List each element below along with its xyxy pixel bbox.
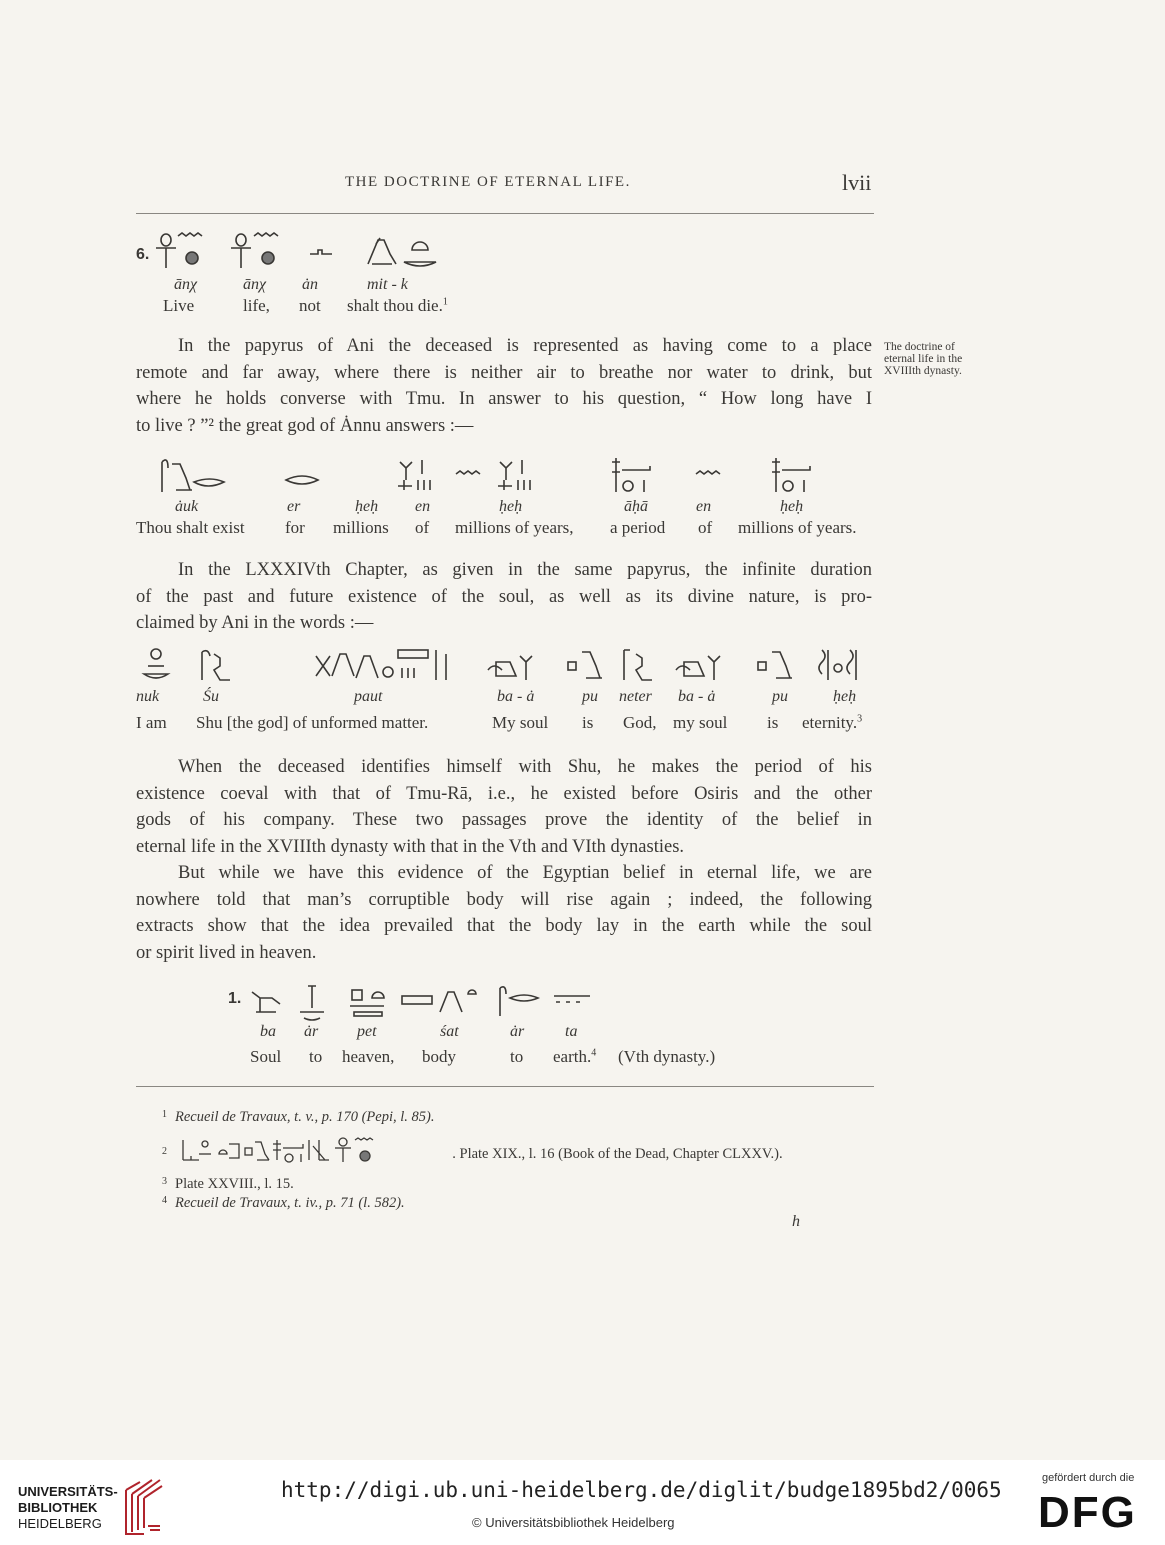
signature-mark: h (792, 1213, 800, 1230)
translit: Śu (203, 688, 219, 705)
gloss: is (767, 713, 779, 732)
gloss: of (415, 518, 430, 537)
translit: paut (354, 688, 383, 705)
gloss: to (309, 1047, 323, 1066)
gloss: Thou shalt exist (136, 518, 245, 537)
translit: āḥā (624, 498, 648, 515)
text-line: extracts show that the idea prevailed that the body lay in the earth while the soul (136, 916, 872, 936)
marginal-note: The doctrine of eternal life in the XVIIIth dynasty. (884, 341, 963, 377)
translit: nuk (136, 688, 160, 705)
paragraph (136, 333, 872, 439)
gloss: eternity.$^3$ (802, 713, 863, 732)
paragraph (136, 557, 872, 637)
text-line: When the deceased identifies himself with Shu, he makes the period of his (178, 757, 872, 777)
translit: neter (619, 688, 652, 705)
gloss: millions (333, 518, 389, 537)
text-line: gods of his company. These two passages prove the identity of the belief in (136, 810, 872, 830)
translit: ḥeḥ (833, 688, 857, 705)
gloss: I am (136, 713, 167, 732)
translit: ȧuk (175, 498, 199, 515)
translit: ȧr (304, 1023, 319, 1040)
gloss: body (422, 1047, 456, 1066)
hieroglyph-line-1 (244, 982, 604, 1022)
gloss: millions of years. (738, 518, 857, 537)
gloss: millions of years, (455, 518, 574, 537)
text-line: nowhere told that man’s corruptible body will rise again ; indeed, the following (136, 889, 872, 910)
translit: pet (357, 1023, 377, 1040)
dfg-logo[interactable]: DFG (1038, 1488, 1137, 1537)
gloss: is (582, 713, 594, 732)
library-logo-text[interactable]: UNIVERSITÄTS- BIBLIOTHEK HEIDELBERG (18, 1484, 118, 1531)
text-line: In the papyrus of Ani the deceased is represented as having come to a place (178, 336, 872, 356)
gloss: a period (610, 518, 666, 537)
text-line: to live ? ”² the great god of Ȧnnu answers :— (136, 415, 474, 436)
footnote: $^2$ . Plate XIX., l. 16 (Book of the Dead, Chapter CLXXV.). (162, 1136, 783, 1164)
text-line: In the LXXXIVth Chapter, as given in the same papyrus, the infinite duration (178, 560, 872, 580)
example-number: 1. (228, 990, 242, 1007)
library-logo-icon (120, 1470, 166, 1536)
gloss: My soul (492, 713, 549, 732)
translit: ḥeḥ (499, 498, 523, 515)
hieroglyph-line-6 (150, 228, 450, 272)
copyright-notice: © Universitätsbibliothek Heidelberg (472, 1515, 675, 1530)
translit: en (415, 498, 431, 515)
hieroglyph-line-heh (156, 452, 856, 498)
gloss: Live (163, 296, 195, 315)
funder-caption: gefördert durch die (1042, 1472, 1135, 1484)
text-line: remote and far away, where there is neither air to breathe nor water to drink, but (136, 362, 872, 383)
gloss: Soul (250, 1047, 282, 1066)
page-number: lvii (842, 170, 872, 195)
text-line: eternal life in the XVIIIth dynasty with that in the Vth and VIth dynasties. (136, 836, 685, 857)
translit: en (696, 498, 712, 515)
text-line: But while we have this evidence of the Egyptian belief in eternal life, we are (178, 863, 872, 883)
footnote: $^1$ Recueil de Travaux, t. v., p. 170 (Pepi, l. 85). (162, 1109, 435, 1125)
gloss: to (510, 1047, 524, 1066)
translit: ȧr (510, 1023, 525, 1040)
gloss: God, (623, 713, 657, 732)
translit: ba (260, 1023, 276, 1040)
hieroglyph-footnote (179, 1136, 449, 1164)
gloss: not (299, 296, 321, 315)
translit: mit - k (367, 276, 408, 293)
gloss: shalt thou die.$^1$ (347, 296, 448, 315)
example-number: 6. (136, 246, 150, 263)
viewer-footer (0, 1460, 1165, 1545)
paragraph (136, 754, 872, 860)
gloss: of (698, 518, 713, 537)
translit: ba - ȧ (678, 688, 716, 705)
gloss: my soul (673, 713, 728, 732)
translit: ta (565, 1023, 578, 1040)
translit: ba - ȧ (497, 688, 535, 705)
translit: ḥeḥ (780, 498, 804, 515)
permalink-url[interactable]: http://digi.ub.uni-heidelberg.de/diglit/budge1895bd2/0065 (281, 1478, 1002, 1502)
gloss: for (285, 518, 305, 537)
translit: ȧn (302, 276, 318, 293)
text-line: of the past and future existence of the soul, as well as its divine nature, is pro- (136, 586, 872, 607)
translit: śat (440, 1023, 459, 1040)
translit: pu (772, 688, 788, 705)
text-line: existence coeval with that of Tmu-Rā, i.e., he existed before Osiris and the other (136, 783, 872, 804)
hieroglyph-line-shu (136, 642, 876, 686)
text-line: or spirit lived in heaven. (136, 942, 317, 963)
footnote: $^3$ Plate XXVIII., l. 15. (162, 1176, 294, 1192)
paragraph (136, 860, 872, 966)
translit: ḥeḥ (355, 498, 379, 515)
running-title: THE DOCTRINE OF ETERNAL LIFE. (345, 174, 631, 190)
translit: ānχ (174, 276, 198, 293)
gloss: heaven, (342, 1047, 395, 1066)
gloss: (Vth dynasty.) (618, 1047, 716, 1066)
text-line: claimed by Ani in the words :— (136, 613, 374, 633)
gloss: life, (243, 296, 270, 315)
footnote-rule (136, 1086, 874, 1087)
gloss: Shu [the god] of unformed matter. (196, 713, 429, 732)
translit: ānχ (243, 276, 267, 293)
gloss: earth.$^4$ (553, 1047, 597, 1066)
footnote: $^4$ Recueil de Travaux, t. iv., p. 71 (l. 582). (162, 1195, 405, 1211)
translit: er (287, 498, 301, 515)
translit: pu (582, 688, 598, 705)
text-line: where he holds converse with Tmu. In answer to his question, “ How long have I (136, 389, 872, 409)
header-rule (136, 213, 874, 214)
